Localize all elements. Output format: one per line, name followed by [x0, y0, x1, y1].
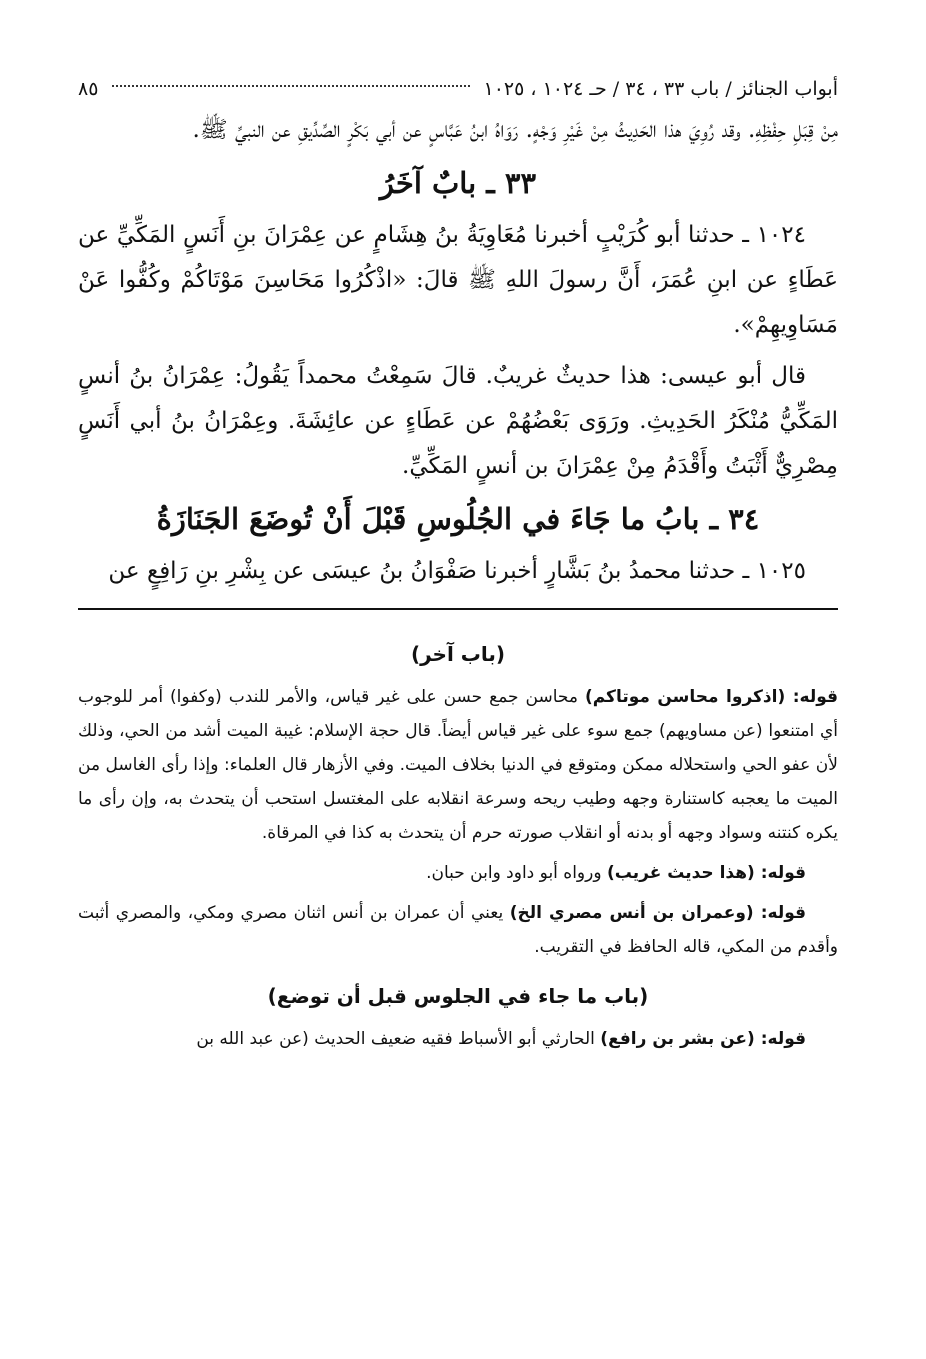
- abu-isa-comment: قال أبو عيسى: هذا حديثٌ غريبٌ. قالَ سَمِعْتُ محمداً يَقُولُ: عِمْرَانُ بنُ أنسٍ المَكِّيُّ مُنْكَرُ الحَدِيثِ. ورَوَى بَعْضُهُمْ عن عَطَاءٍ عن عائِشَةَ. وعِمْرَانُ بنُ أبي أَنَسٍ مِصْرِيٌّ أَثْبَتُ وأَقْدَمُ مِنْ عِمْرَانَ بن أنسٍ المَكِّيِّ.: [78, 363, 838, 479]
- commentary-heading-2: (باب ما جاء في الجلوس قبل أن توضع): [267, 984, 649, 1008]
- running-title: أبواب الجنائز / باب ٣٣ ، ٣٤ / حـ ١٠٢٤ ، ١٠٢٥: [483, 78, 838, 100]
- commentary-heading-1: (باب آخر): [410, 642, 506, 666]
- commentary-note-2: [78, 856, 838, 890]
- note-2-text: ورواه أبو داود وابن حبان.: [426, 863, 602, 883]
- hadith-1024: ١٠٢٤ ـ حدثنا أبو كُرَيْبٍ أخبرنا مُعَاوِيَةُ بنُ هِشَامٍ عن عِمْرَانَ بنِ أَنَسٍ المَكِّيِّ عن عَطَاءٍ عن ابنِ عُمَرَ، أَنَّ رسولَ اللهِ ﷺ قالَ: «اذْكُرُوا مَحَاسِنَ مَوْتَاكُمْ وكُفُّوا عَنْ مَسَاوِيهِمْ».: [78, 222, 838, 338]
- note-3-lead: قوله: (وعمران بن أنس مصري الخ): [509, 903, 806, 923]
- leader-dots: [112, 85, 469, 87]
- commentary-section: [78, 628, 838, 1056]
- commentary-note-3: [78, 896, 838, 964]
- note-1-text: محاسن جمع حسن على غير قياس، والأمر للندب (وكفوا) أمر للوجوب أي امتنعوا (عن مساويهم) جمع سوء على غير قياس أيضاً. قال حجة الإسلام: غيبة الميت أشد من الحي، وذلك لأن عفو الحي واستحلاله ممكن ومتوقع في الدنيا بخلاف الميت. وفي الأزهار قال العلماء: وإذا رأى الغاسل من الميت ما يعجبه كاستنارة وجهه وطيب ريحه وسرعة انقلابه على المغتسل استحب أن يتحدث به، وإن رأى ما يكره كنتنه وسواد وجهه أو بدنه أو انقلاب صورته حرم أن يتحدث به كذا في المرقاة.: [78, 687, 838, 843]
- page-number: ٨٥: [78, 78, 99, 100]
- commentary-note-4: [78, 1022, 838, 1056]
- book-page: [78, 70, 838, 1062]
- note-2-lead: قوله: (هذا حديث غريب): [606, 863, 806, 883]
- commentary-note-1: [78, 680, 838, 850]
- running-header: [78, 70, 838, 108]
- hadith-1025-start: ١٠٢٥ ـ حدثنا محمدُ بنُ بَشَّارٍ أخبرنا صَفْوَانُ بنُ عيسَى عن بِشْرِ بنِ رَافِعٍ عن: [108, 558, 806, 584]
- chapter-33-heading: ٣٣ ـ بابٌ آخَرُ: [379, 166, 537, 200]
- commentary-divider: [78, 608, 838, 610]
- note-4-text: الحارثي أبو الأسباط فقيه ضعيف الحديث (عن عبد الله بن: [196, 1029, 595, 1049]
- note-4-lead: قوله: (عن بشر بن رافع): [600, 1029, 806, 1049]
- note-1-lead: قوله: (اذكروا محاسن موتاكم): [584, 687, 838, 707]
- opening-text: مِنْ قِبَلِ حِفْظِهِ. وقد رُوِيَ هذا الحَدِيثُ مِنْ غَيْرِ وَجْهٍ. رَوَاهُ ابنُ عَبَّاسٍ عن أبي بَكْرٍ الصِّدِّيقِ عن النبيِّ ﷺ.: [192, 117, 838, 143]
- chapter-34-heading: ٣٤ ـ بابُ ما جَاءَ في الجُلُوسِ قَبْلَ أَنْ تُوضَعَ الجَنَازَةُ: [156, 502, 760, 536]
- note-3-text: يعني أن عمران بن أنس اثنان مصري ومكي، والمصري أثبت وأقدم من المكي، قاله الحافظ في التقريب.: [78, 903, 838, 957]
